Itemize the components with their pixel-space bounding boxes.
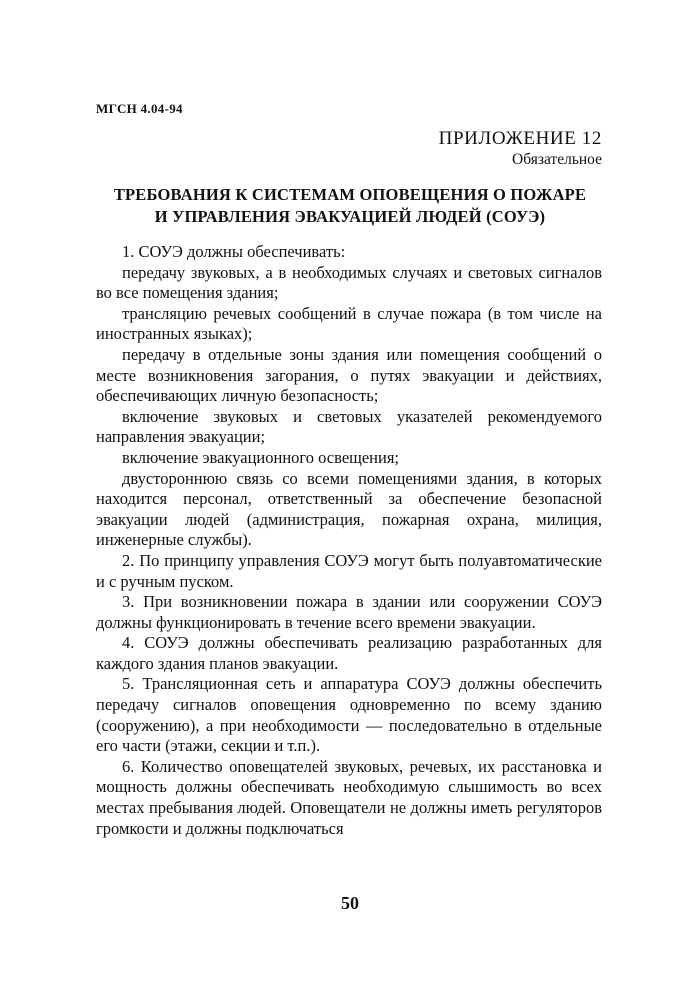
paragraph-9: 3. При возникновении пожара в здании или сооружении СОУЭ должны функционировать в течение всего времени эвакуации. bbox=[96, 592, 602, 632]
appendix-heading bbox=[439, 128, 602, 170]
paragraph-7: двустороннюю связь со всеми помещениями здания, в которых находится персонал, ответственный за обеспечение безопасной эвакуации людей (администрация, пожарная охрана, милиция, инженерные службы). bbox=[96, 468, 602, 550]
paragraph-10: 4. СОУЭ должны обеспечивать реализацию разработанных для каждого здания планов эвакуации. bbox=[96, 633, 602, 673]
paragraph-3: трансляцию речевых сообщений в случае пожара (в том числе на иностранных языках); bbox=[96, 303, 602, 344]
paragraph-4: передачу в отдельные зоны здания или помещения сообщений о месте возникновения загорания, о путях эвакуации и действиях, обеспечивающих личную безопасность; bbox=[96, 344, 602, 406]
page-number: 50 bbox=[341, 893, 359, 913]
paragraph-11: 5. Трансляционная сеть и аппаратура СОУЭ должны обеспечить передачу сигналов оповещения одновременно по всему зданию (сооружению), а при необходимости — последовательно в отдельные его части (этажи, секции и т.п.). bbox=[96, 674, 602, 756]
paragraph-5: включение звуковых и световых указателей рекомендуемого направления эвакуации; bbox=[96, 406, 602, 447]
appendix-status: Обязательное bbox=[512, 151, 602, 168]
paragraph-6: включение эвакуационного освещения; bbox=[122, 447, 400, 467]
paragraph-1: 1. СОУЭ должны обеспечивать: bbox=[122, 242, 346, 261]
document-title-line-2: И УПРАВЛЕНИЯ ЭВАКУАЦИЕЙ ЛЮДЕЙ (СОУЭ) bbox=[154, 207, 546, 226]
paragraph-2: передачу звуковых, а в необходимых случаях и световых сигналов во все помещения здания; bbox=[96, 262, 602, 303]
document-title bbox=[96, 184, 604, 228]
document-code: МГСН 4.04-94 bbox=[96, 101, 183, 116]
appendix-title: ПРИЛОЖЕНИЕ 12 bbox=[438, 128, 602, 149]
document-body bbox=[96, 242, 602, 839]
paragraph-8: 2. По принципу управления СОУЭ могут быть полуавтоматические и с ручным пуском. bbox=[96, 550, 602, 591]
paragraph-12: 6. Количество оповещателей звуковых, речевых, их расстановка и мощность должны обеспечивать необходимую слышимость во всех местах пребывания людей. Оповещатели не должны иметь регуляторов громкости и должны подключаться bbox=[96, 756, 602, 838]
document-title-line-1: ТРЕБОВАНИЯ К СИСТЕМАМ ОПОВЕЩЕНИЯ О ПОЖАРЕ bbox=[113, 185, 587, 204]
